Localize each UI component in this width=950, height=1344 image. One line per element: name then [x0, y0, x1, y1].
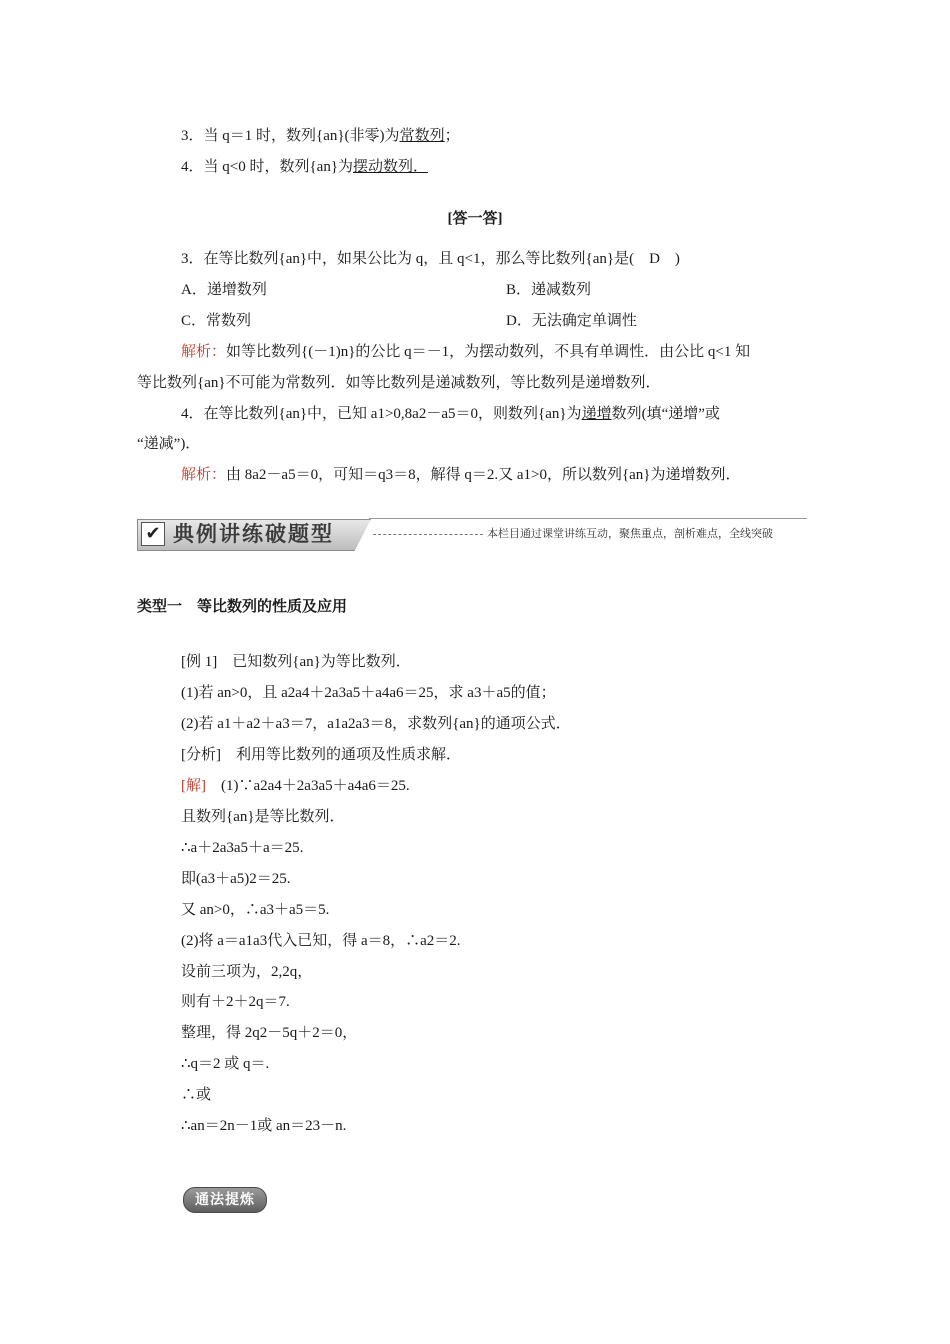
q3-analysis-2: 等比数列{an}不可能为常数列．如等比数列是递减数列，等比数列是递增数列． [137, 375, 661, 391]
solution-line: (2)将 a＝a1a3代入已知，得 a＝8，∴a2＝2. [181, 933, 461, 949]
solution-first-line [181, 776, 410, 796]
solution-line: 则有＋2＋2q＝7. [181, 994, 290, 1010]
intro-line-3-answer: 常数列 [399, 128, 445, 144]
example-analysis: [分析] 利用等比数列的通项及性质求解． [181, 747, 461, 763]
solution-text: (1)∵a2a4＋2a3a5＋a4a6＝25. [206, 778, 410, 794]
solution-line: 且数列{an}是等比数列． [181, 809, 345, 825]
intro-line-3-text: 3．当 q＝1 时，数列{an}(非零)为 [181, 128, 400, 144]
q3-option-c: C．常数列 [181, 313, 252, 329]
type-heading: 类型一 等比数列的性质及应用 [137, 599, 348, 615]
q4-analysis-label: 解析： [181, 467, 227, 483]
q3-option-a: A．递增数列 [181, 282, 267, 298]
example-part-1: (1)若 an>0，且 a2a4＋2a3a5＋a4a6＝25，求 a3＋a5的值； [181, 685, 556, 701]
banner-title: 典例讲练破题型 [173, 522, 334, 546]
q4-question-end: 数列(填“递增”或 [611, 406, 720, 422]
intro-line-3-end: ； [444, 128, 460, 144]
solution-line: ∴或 [181, 1087, 212, 1103]
solution-line: ∴an＝2n－1或 an＝23－n. [181, 1118, 347, 1134]
q4-analysis-text: 由 8a2－a5＝0，可知＝q3＝8，解得 q＝2.又 a1>0，所以数列{an}为递增数列． [226, 467, 741, 483]
example-label: [例 1] 已知数列{an}为等比数列． [181, 654, 411, 670]
solution-line: 又 an>0，∴a3＋a5＝5. [181, 902, 330, 918]
q4-analysis [181, 465, 741, 485]
q4-question-2: “递减”)． [137, 436, 201, 452]
q4-question [181, 404, 720, 424]
q3-option-b: B．递减数列 [506, 282, 592, 298]
q3-option-d: D．无法确定单调性 [506, 313, 637, 329]
solution-line: ∴q＝2 或 q＝. [181, 1056, 270, 1072]
intro-line-4 [181, 157, 428, 177]
banner-rule [369, 518, 807, 519]
qa-heading: [答一答] [447, 211, 503, 227]
q3-analysis-text: 如等比数列{(－1)n}的公比 q＝－1，为摆动数列，不具有单调性．由公比 q<1 知 [226, 344, 751, 360]
section-banner [137, 519, 807, 553]
summary-badge [183, 1187, 267, 1213]
summary-badge-label: 通法提炼 [195, 1192, 255, 1208]
solution-line: ∴a＋2a3a5＋a＝25. [181, 840, 304, 856]
q3-analysis-label: 解析： [181, 344, 227, 360]
solution-label: [解] [181, 778, 206, 794]
example-part-2: (2)若 a1＋a2＋a3＝7，a1a2a3＝8，求数列{an}的通项公式． [181, 716, 571, 732]
banner-dash [373, 534, 483, 535]
solution-line: 设前三项为，2,2q， [181, 964, 313, 980]
solution-line: 整理，得 2q2－5q＋2＝0， [181, 1025, 358, 1041]
q3-question: 3．在等比数列{an}中，如果公比为 q，且 q<1，那么等比数列{an}是( D ) [181, 251, 680, 267]
q4-answer: 递增 [581, 406, 612, 422]
q4-question-text: 4．在等比数列{an}中，已知 a1>0,8a2－a5＝0，则数列{an}为 [181, 406, 582, 422]
intro-line-3 [181, 126, 460, 146]
solution-line: 即(a3＋a5)2＝25. [181, 871, 291, 887]
q3-analysis-1 [181, 342, 750, 362]
intro-line-4-text: 4．当 q<0 时，数列{an}为 [181, 159, 354, 175]
checkmark-icon: ✔ [141, 522, 165, 546]
banner-note: 本栏目通过课堂讲练互动，聚焦重点，剖析难点，全线突破 [487, 527, 773, 540]
intro-line-4-answer: 摆动数列． [353, 159, 429, 175]
